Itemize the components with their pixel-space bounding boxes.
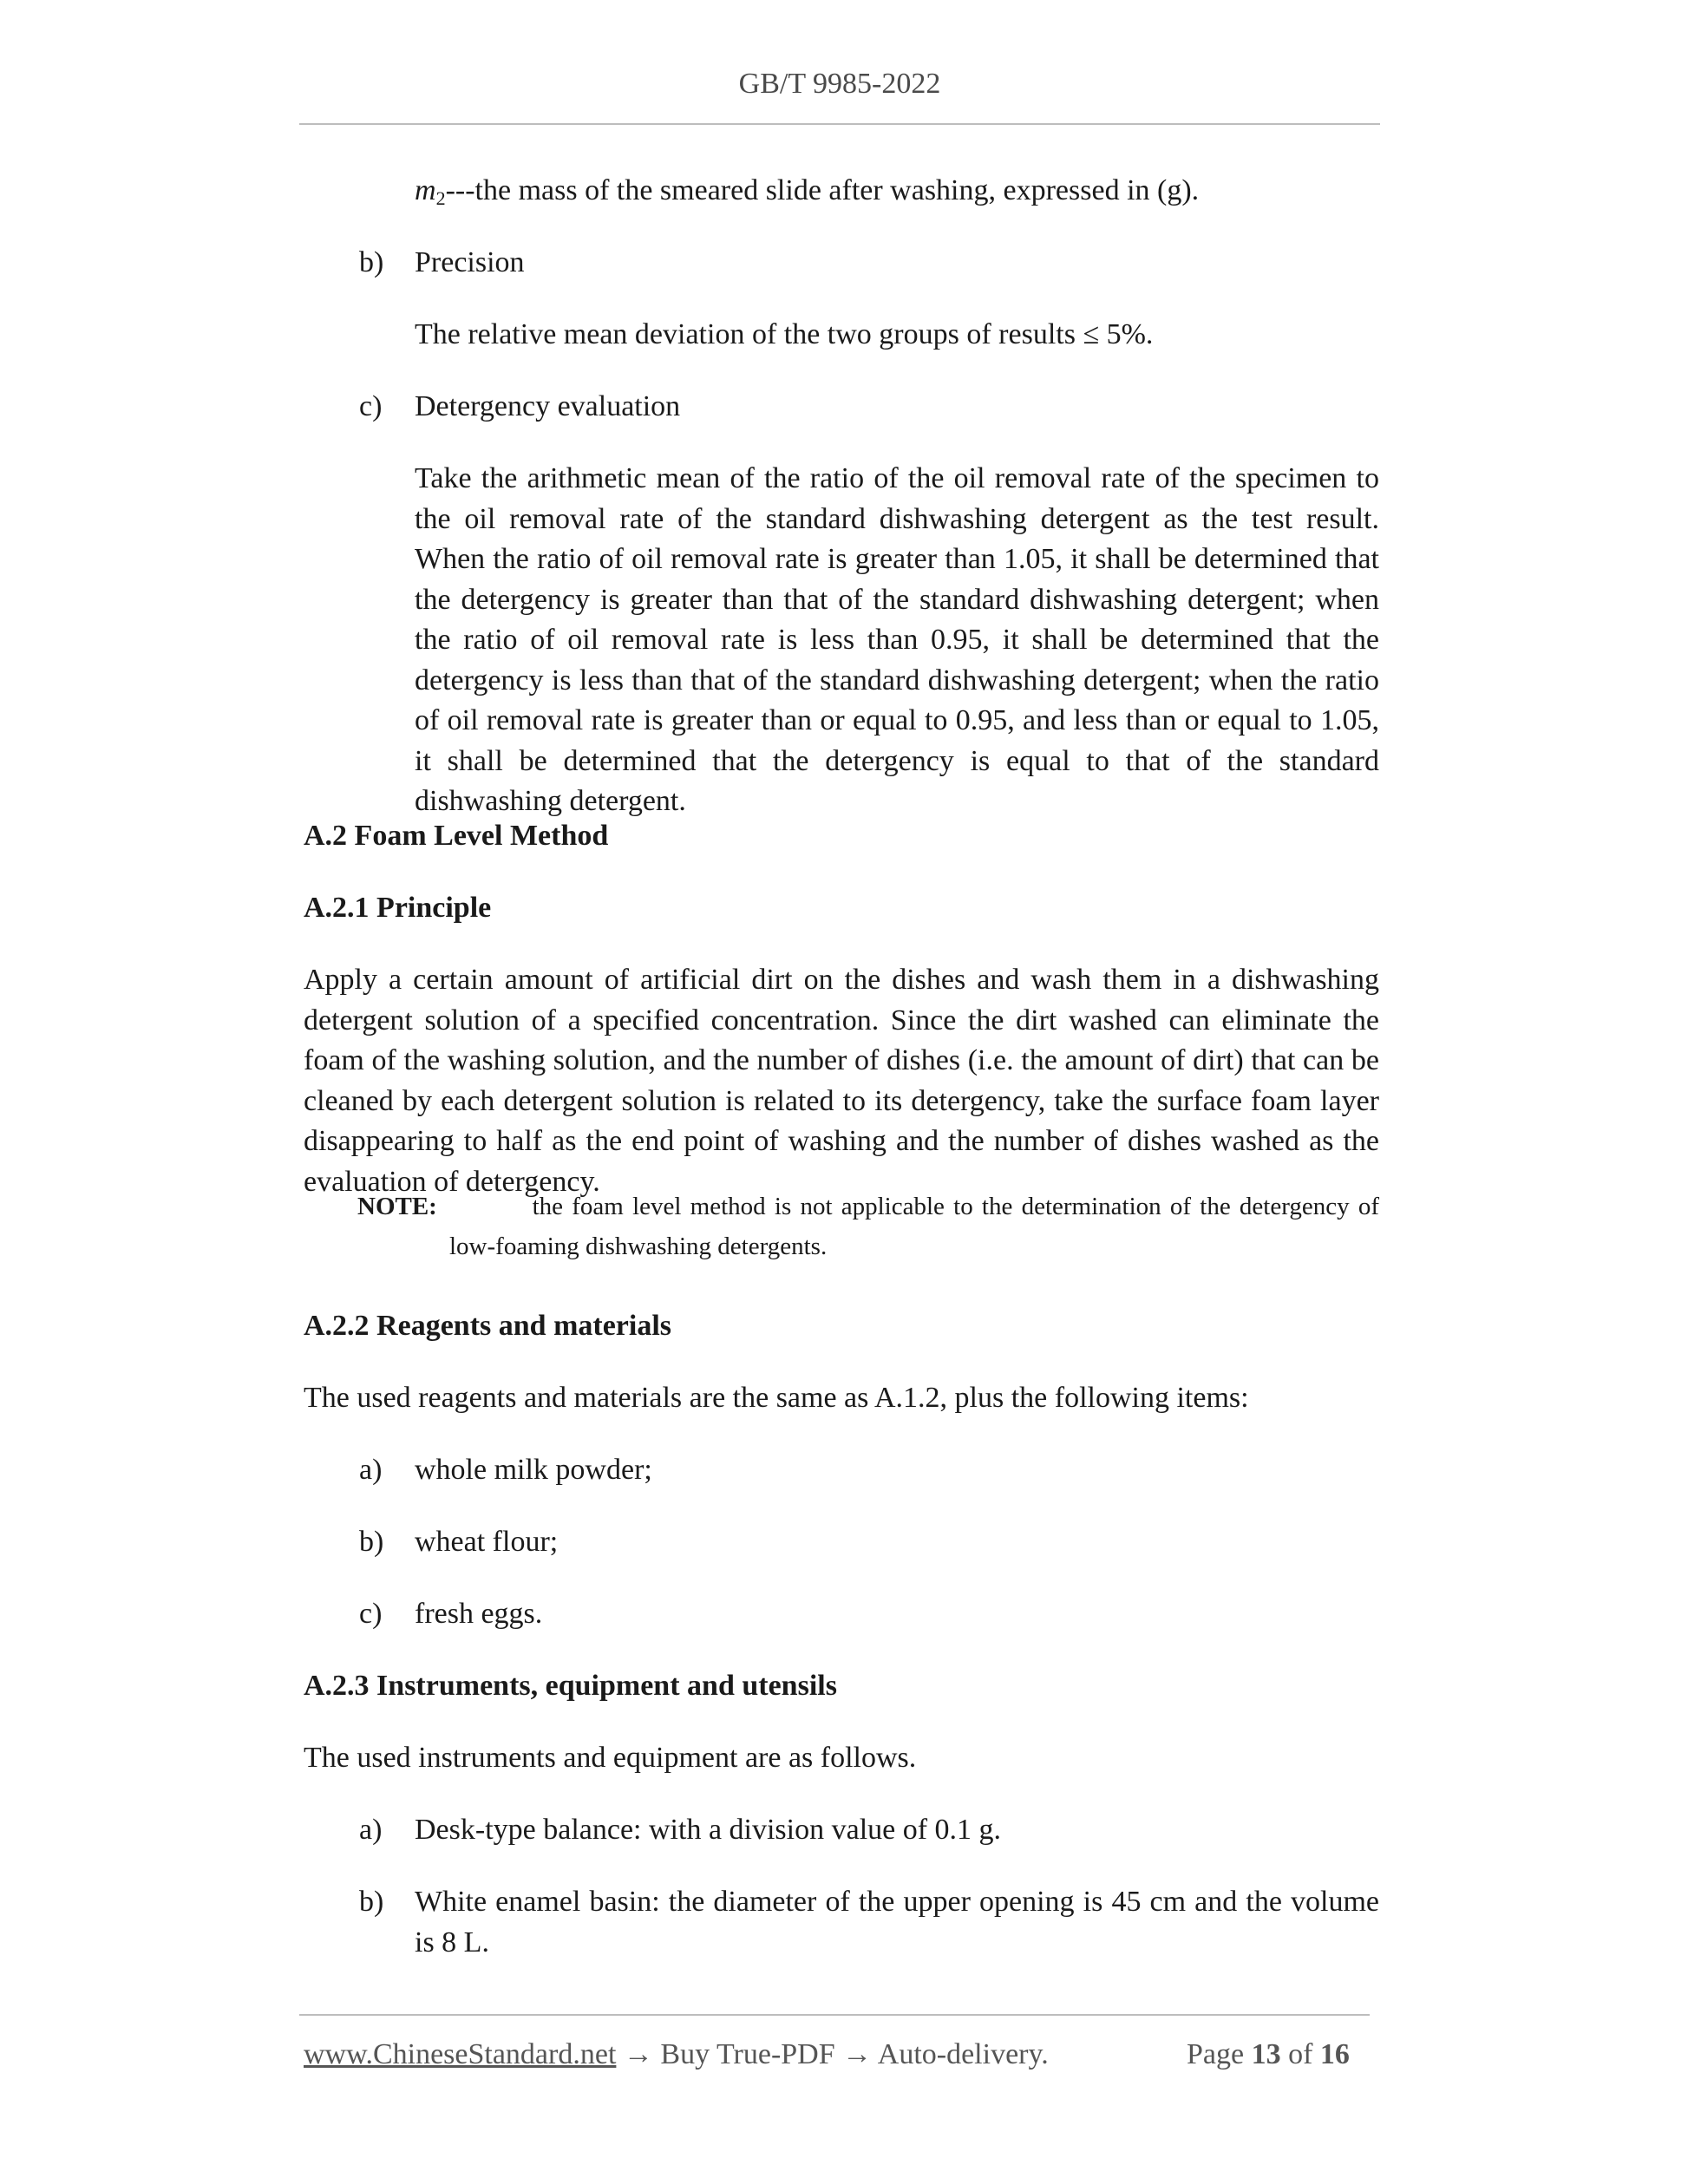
precision-text: The relative mean deviation of the two groups of results ≤ 5%. — [415, 318, 1154, 350]
list-item-marker: b) — [359, 1886, 384, 1918]
footer-rule — [299, 2014, 1370, 2016]
list-item: fresh eggs. — [415, 1598, 543, 1630]
variable-description: ---the mass of the smeared slide after washing, expressed in (g). — [445, 174, 1200, 206]
total-pages: 16 — [1319, 2038, 1350, 2070]
precision-title: Precision — [415, 246, 525, 278]
list-item-marker: c) — [359, 1598, 383, 1630]
page-word: Page — [1187, 2038, 1245, 2070]
section-heading-a2: A.2 Foam Level Method — [304, 820, 609, 852]
variable-symbol: m — [415, 174, 436, 206]
principle-paragraph: Apply a certain amount of artificial dirt on the dishes and wash them in a dishwashing detergent solution of a specified concentration. Since the dirt washed can eliminate the foam of the washing solution, and the number of dishes (i.e. the amount of dirt) that can be cleaned by each detergent solution is related to its detergency, take the surface foam layer disappearing to half as the end point of washing and the number of dishes washed as the evaluation of detergency. — [304, 964, 1379, 1198]
note-text — [357, 1187, 1379, 1266]
evaluation-marker: c) — [359, 390, 383, 422]
evaluation-paragraph: Take the arithmetic mean of the ratio of the oil removal rate of the specimen to the oil removal rate of the standard dishwashing detergent as the test result. When the ratio of oil removal rate is greater than 1.05, it shall be determined that the detergency is greater than that of the standard dishwashing detergent; when the ratio of oil removal rate is less than 0.95, it shall be determined that the detergency is less than that of the standard dishwashing detergent; when the ratio of oil removal rate is greater than or equal to 0.95, and less than or equal to 1.05, it shall be determined that the detergency is equal to that of the standard dishwashing detergent. — [415, 462, 1379, 817]
list-item: White enamel basin: the diameter of the upper opening is 45 cm and the volume is 8 L. — [415, 1886, 1379, 1958]
footer-promo-text: → Buy True-PDF → Auto-delivery. — [616, 2038, 1049, 2070]
page-header-title: GB/T 9985-2022 — [738, 68, 941, 100]
of-word: of — [1288, 2038, 1313, 2070]
evaluation-title: Detergency evaluation — [415, 390, 681, 422]
list-item: whole milk powder; — [415, 1454, 652, 1486]
note-body-text: the foam level method is not applicable to the determination of the detergency of low-foaming dishwashing detergents. — [449, 1193, 1379, 1260]
footer-promo — [304, 2035, 1049, 2075]
list-item: wheat flour; — [415, 1526, 559, 1558]
list-item-marker: a) — [359, 1814, 383, 1846]
section-heading-a22: A.2.2 Reagents and materials — [304, 1310, 672, 1342]
reagents-intro: The used reagents and materials are the same as A.1.2, plus the following items: — [304, 1382, 1249, 1414]
list-item-marker: b) — [359, 1526, 384, 1558]
variable-subscript: 2 — [435, 187, 446, 209]
list-item-marker: a) — [359, 1454, 383, 1486]
header-rule — [299, 123, 1380, 125]
precision-marker: b) — [359, 246, 384, 278]
formula-variable-definition — [415, 171, 1199, 219]
section-heading-a21: A.2.1 Principle — [304, 892, 492, 924]
page-number — [1187, 2035, 1350, 2075]
site-link[interactable]: www.ChineseStandard.net — [304, 2038, 617, 2070]
section-heading-a23: A.2.3 Instruments, equipment and utensils — [304, 1670, 837, 1702]
instruments-intro: The used instruments and equipment are as follows. — [304, 1742, 917, 1774]
list-item: Desk-type balance: with a division value of 0.1 g. — [415, 1814, 1002, 1846]
current-page: 13 — [1251, 2038, 1281, 2070]
note-label: NOTE: — [357, 1193, 437, 1220]
